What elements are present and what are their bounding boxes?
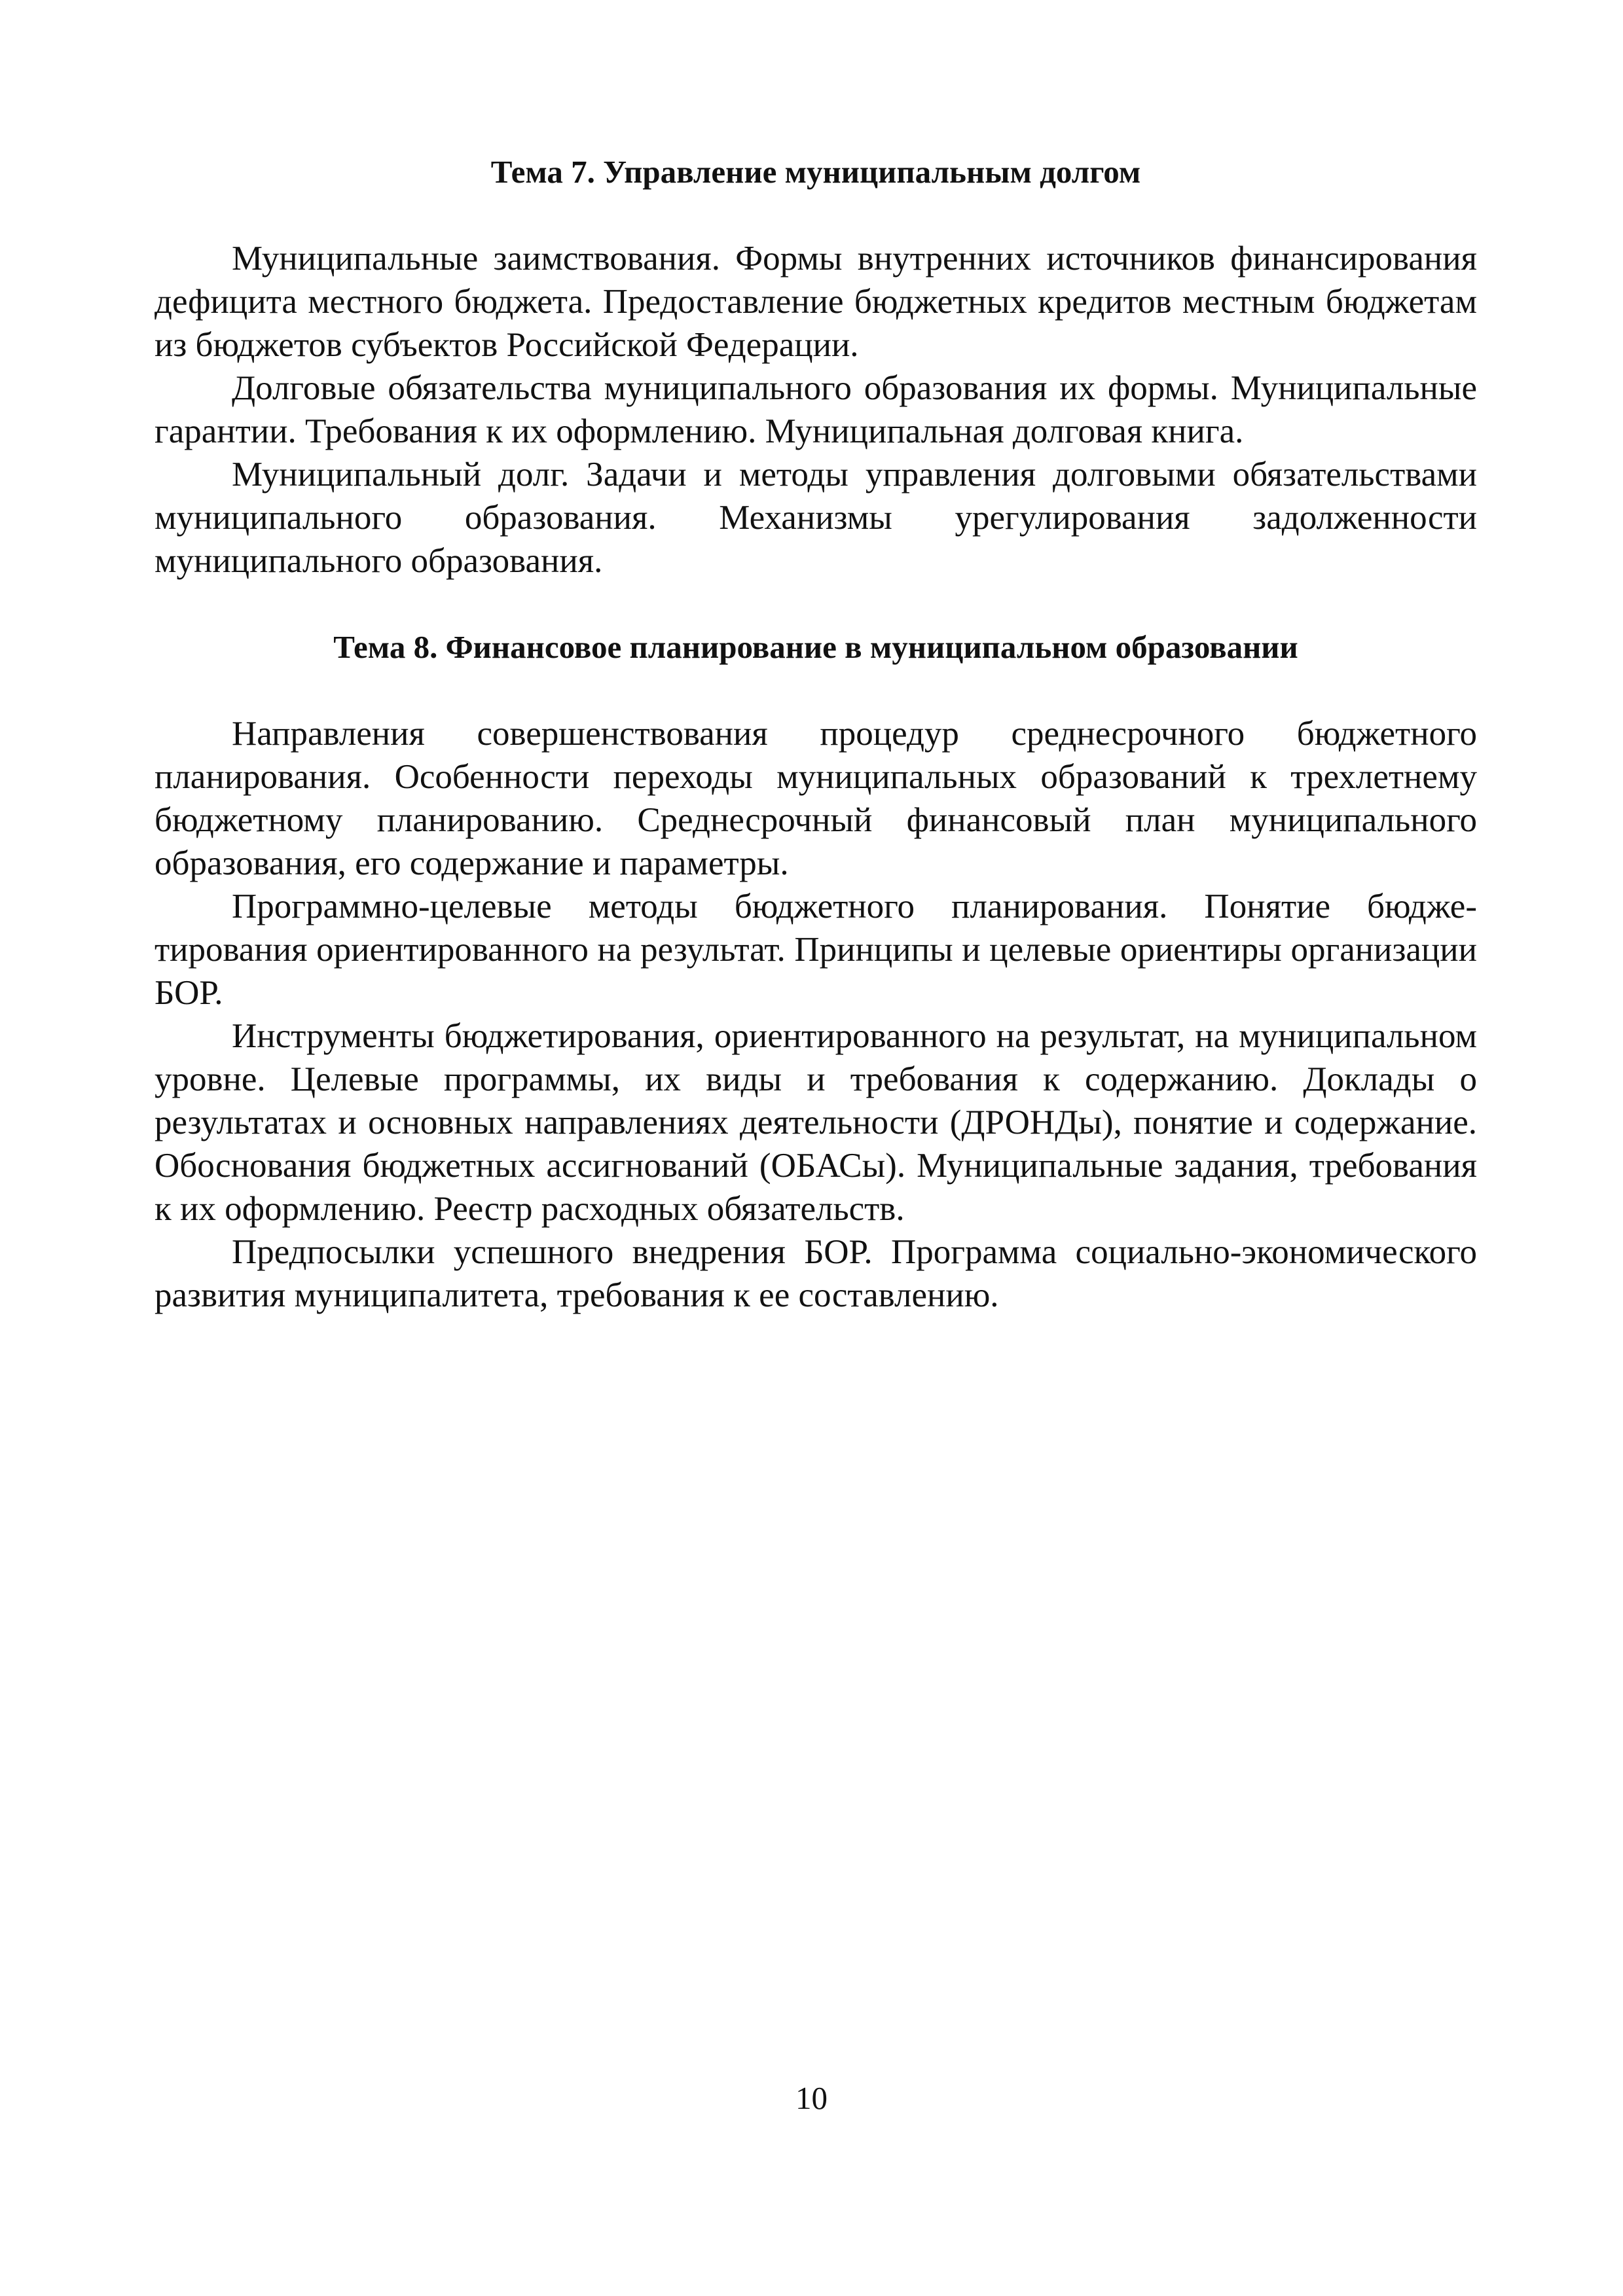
topic-8-paragraph-3: Инструменты бюджетирования, ориентированного на результат, на муниципальном уровне. Целевые программы, их виды и требования к содержанию. Доклады о результатах и основных направлениях деятельности (ДРОНДы), понятие и содержание. Обоснования бюджетных ассигнований (ОБАСы). Муниципальные задания, требования к их оформлению. Реестр расходных обязательств.	[155, 1017, 1477, 1228]
topic-8-paragraph-1: Направления совершенствования процедур среднесрочного бюджетного планирования. Особенности переходы муниципальных образований к трехлетнему бюджетному планированию. Среднесрочный финансовый план муниципального образования, его содержание и параметры.	[155, 715, 1477, 882]
document-page	[155, 151, 1477, 1317]
topic-7-title: Тема 7. Управление муниципальным долгом	[490, 154, 1141, 190]
topic-7-body	[155, 237, 1477, 583]
topic-8-paragraph-4: Предпосылки успешного внедрения БОР. Программа социально-экономического развития муниципалитета, требования к ее составлению.	[155, 1233, 1477, 1314]
topic-7-paragraph-3: Муниципальный долг. Задачи и методы управления долговыми обязательствами муниципального образования. Механизмы урегулирования задолженности муниципального образования.	[155, 456, 1477, 580]
topic-8-title: Тема 8. Финансовое планирование в муниципальном образовании	[333, 629, 1298, 665]
topic-8-body	[155, 712, 1477, 1317]
topic-7-paragraph-1: Муниципальные заимствования. Формы внутренних источников финансирования дефицита местного бюджета. Предоставление бюджетных кредитов местным бюджетам из бюджетов субъектов Российской Федерации.	[155, 240, 1477, 364]
page-number: 10	[795, 2080, 828, 2116]
topic-7-paragraph-2: Долговые обязательства муниципального образования их формы. Муниципальные гарантии. Требования к их оформлению. Муниципальная долговая книга.	[155, 369, 1477, 450]
topic-8-paragraph-2: Программно-целевые методы бюджетного планирования. Понятие бюджетирования ориентированного на результат. Принципы и целевые ориентиры организации БОР.	[155, 888, 1477, 1012]
